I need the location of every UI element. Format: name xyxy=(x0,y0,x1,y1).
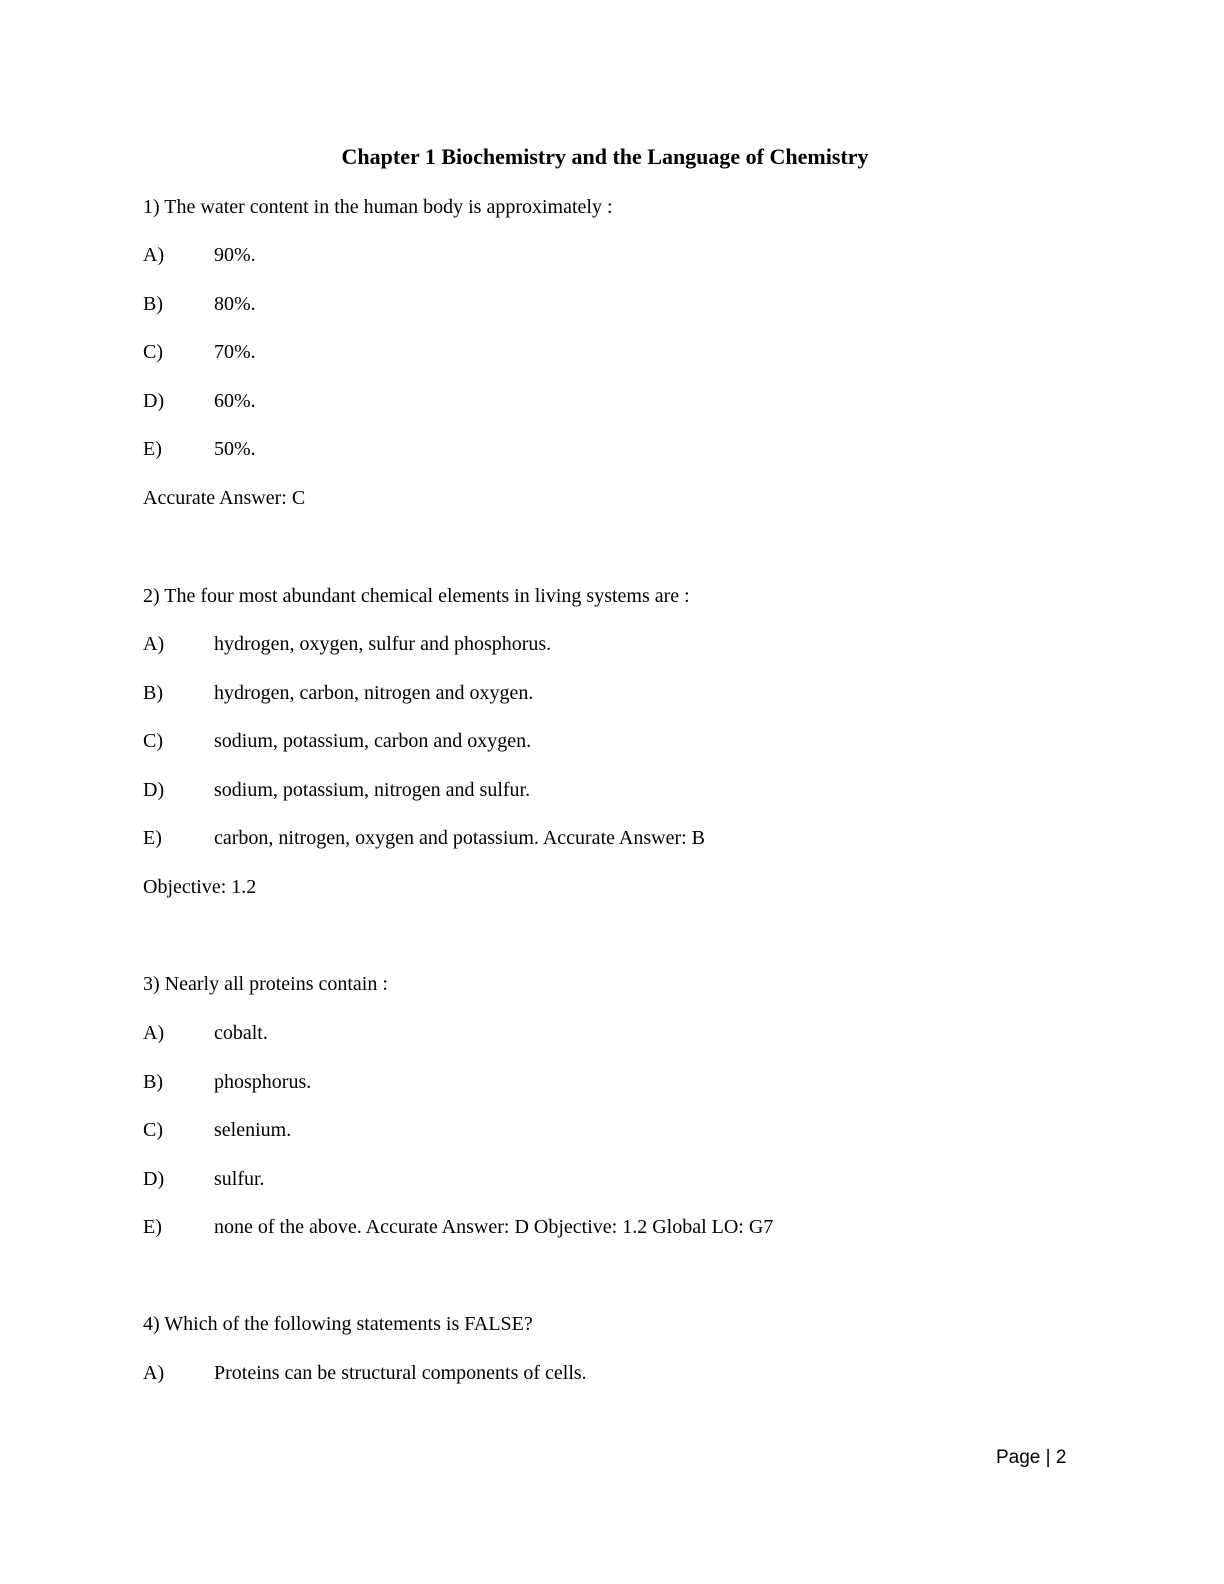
q1-option-c-letter: C) xyxy=(143,341,163,363)
q2-option-e-text: carbon, nitrogen, oxygen and potassium. Accurate Answer: B xyxy=(214,827,705,849)
q1-option-b-text: 80%. xyxy=(214,293,256,315)
q2-option-c-letter: C) xyxy=(143,730,163,752)
q1-option-e-text: 50%. xyxy=(214,438,256,460)
q2-option-a-letter: A) xyxy=(143,633,165,655)
q3-option-d-text: sulfur. xyxy=(214,1168,265,1190)
q4-option-a-text: Proteins can be structural components of cells. xyxy=(214,1362,587,1384)
q3-option-a-letter: A) xyxy=(143,1022,165,1044)
q3-option-d-letter: D) xyxy=(143,1168,165,1190)
q2-option-d-text: sodium, potassium, nitrogen and sulfur. xyxy=(214,779,531,801)
q2-option-b-letter: B) xyxy=(143,682,163,704)
q1-option-a-letter: A) xyxy=(143,244,165,266)
chapter-title: Chapter 1 Biochemistry and the Language of Chemistry xyxy=(341,144,869,169)
q3-option-b-letter: B) xyxy=(143,1071,163,1093)
q1-option-c-text: 70%. xyxy=(214,341,256,363)
q1-option-a-text: 90%. xyxy=(214,244,256,266)
q1-option-e-letter: E) xyxy=(143,438,162,460)
question-4-text: 4) Which of the following statements is FALSE? xyxy=(143,1313,533,1335)
q1-option-d-letter: D) xyxy=(143,390,165,412)
q2-option-e-letter: E) xyxy=(143,827,162,849)
q2-objective: Objective: 1.2 xyxy=(143,876,257,898)
question-2-text: 2) The four most abundant chemical elements in living systems are : xyxy=(143,585,690,607)
q3-option-a-text: cobalt. xyxy=(214,1022,268,1044)
q1-option-d-text: 60%. xyxy=(214,390,256,412)
q3-option-e-letter: E) xyxy=(143,1216,162,1238)
q2-option-a-text: hydrogen, oxygen, sulfur and phosphorus. xyxy=(214,633,552,655)
question-3-text: 3) Nearly all proteins contain : xyxy=(143,973,388,995)
q4-option-a-letter: A) xyxy=(143,1362,165,1384)
page-number-footer: Page | 2 xyxy=(996,1447,1067,1468)
q3-option-c-letter: C) xyxy=(143,1119,163,1141)
q1-option-b-letter: B) xyxy=(143,293,163,315)
q2-option-d-letter: D) xyxy=(143,779,165,801)
question-1-text: 1) The water content in the human body is approximately : xyxy=(143,196,613,218)
q3-option-b-text: phosphorus. xyxy=(214,1071,312,1093)
q2-option-c-text: sodium, potassium, carbon and oxygen. xyxy=(214,730,532,752)
q3-option-c-text: selenium. xyxy=(214,1119,292,1141)
q2-option-b-text: hydrogen, carbon, nitrogen and oxygen. xyxy=(214,682,534,704)
q3-option-e-text: none of the above. Accurate Answer: D Objective: 1.2 Global LO: G7 xyxy=(214,1216,774,1238)
q1-answer: Accurate Answer: C xyxy=(143,487,306,509)
